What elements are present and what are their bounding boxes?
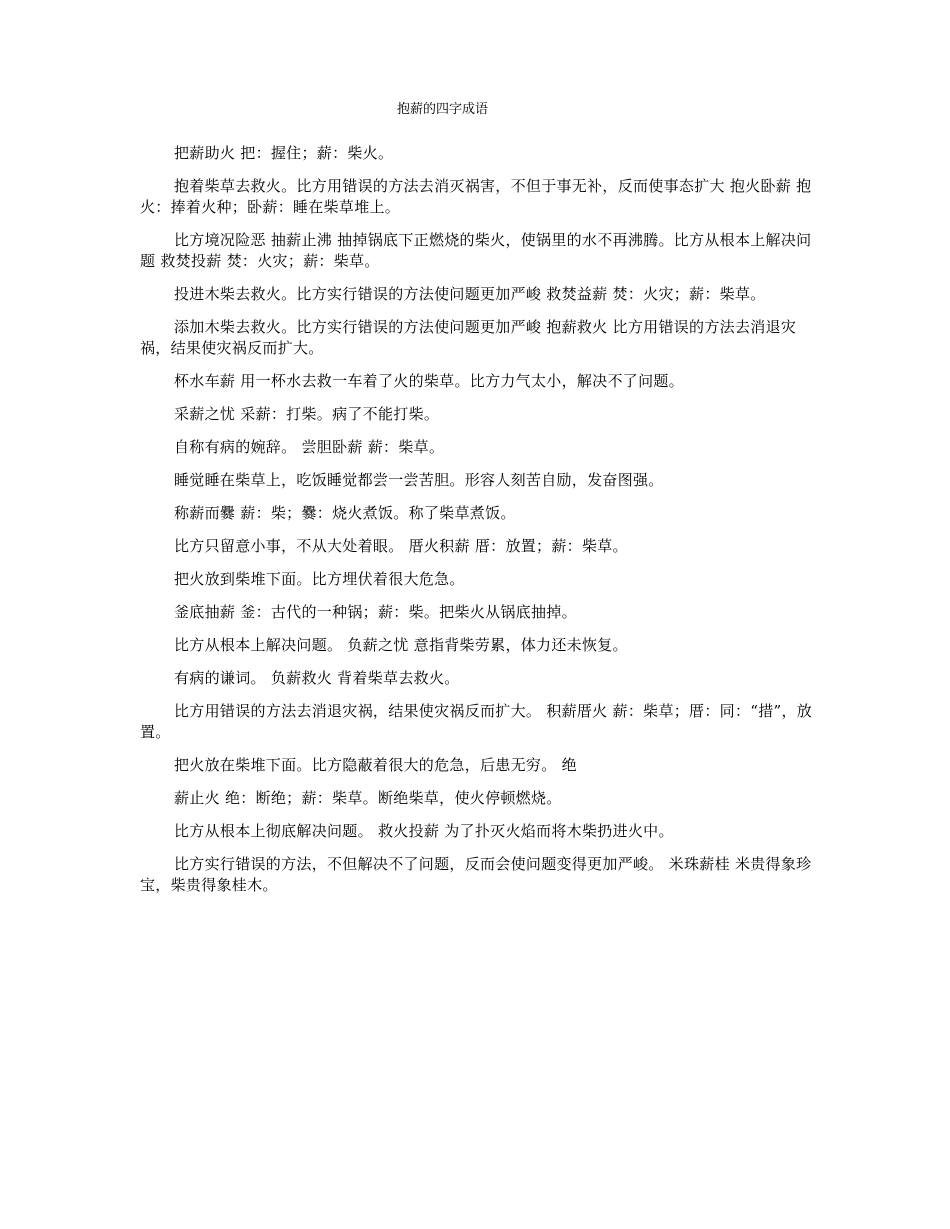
paragraph: 比方从根本上解决问题。 负薪之忧 意指背柴劳累，体力还未恢复。 bbox=[174, 636, 628, 654]
paragraph: 称薪而爨 薪：柴；爨：烧火煮饭。称了柴草煮饭。 bbox=[174, 504, 516, 522]
paragraph: 比方只留意小事，不从大处着眼。 厝火积薪 厝：放置；薪：柴草。 bbox=[174, 537, 628, 555]
paragraph: 睡觉睡在柴草上，吃饭睡觉都尝一尝苦胆。形容人刻苦自励，发奋图强。 bbox=[174, 471, 664, 489]
paragraph: 比方境况险恶 抽薪止沸 抽掉锅底下正燃烧的柴火，使锅里的水不再沸腾。比方从根本上解决问题 救焚投薪 焚：火灾；薪：柴草。 bbox=[140, 231, 812, 270]
paragraph: 把薪助火 把：握住；薪：柴火。 bbox=[174, 144, 394, 162]
paragraph: 自称有病的婉辞。 尝胆卧薪 薪：柴草。 bbox=[174, 438, 445, 456]
paragraph: 比方实行错误的方法，不但解决不了问题，反而会使问题变得更加严峻。 米珠薪桂 米贵得象珍宝，柴贵得象桂木。 bbox=[140, 855, 812, 894]
paragraph: 薪止火 绝：断绝；薪：柴草。断绝柴草，使火停顿燃烧。 bbox=[174, 789, 562, 807]
paragraph: 比方用错误的方法去消退灾祸，结果使灾祸反而扩大。 积薪厝火 薪：柴草；厝：同：“措”，放置。 bbox=[140, 702, 813, 741]
paragraph: 比方从根本上彻底解决问题。 救火投薪 为了扑灭火焰而将木柴扔进火中。 bbox=[174, 822, 674, 840]
paragraph: 投进木柴去救火。比方实行错误的方法使问题更加严峻 救焚益薪 焚：火灾；薪：柴草。 bbox=[174, 285, 766, 303]
paragraph: 抱着柴草去救火。比方用错误的方法去消灭祸害，不但于事无补，反而使事态扩大 抱火卧薪 抱火：捧着火种；卧薪：睡在柴草堆上。 bbox=[140, 177, 812, 216]
paragraph: 把火放到柴堆下面。比方埋伏着很大危急。 bbox=[174, 570, 465, 588]
paragraph: 添加木柴去救火。比方实行错误的方法使问题更加严峻 抱薪救火 比方用错误的方法去消退灾祸，结果使灾祸反而扩大。 bbox=[140, 318, 797, 357]
document-title: 抱薪的四字成语 bbox=[396, 102, 488, 117]
paragraph: 采薪之忧 采薪：打柴。病了不能打柴。 bbox=[174, 405, 440, 423]
paragraph: 有病的谦词。 负薪救火 背着柴草去救火。 bbox=[174, 669, 460, 687]
document-body bbox=[140, 143, 820, 908]
paragraph: 杯水车薪 用一杯水去救一车着了火的柴草。比方力气太小，解决不了问题。 bbox=[174, 372, 684, 390]
paragraph: 釜底抽薪 釜：古代的一种锅；薪：柴。把柴火从锅底抽掉。 bbox=[174, 603, 577, 621]
paragraph: 把火放在柴堆下面。比方隐蔽着很大的危急，后患无穷。 绝 bbox=[174, 756, 577, 774]
